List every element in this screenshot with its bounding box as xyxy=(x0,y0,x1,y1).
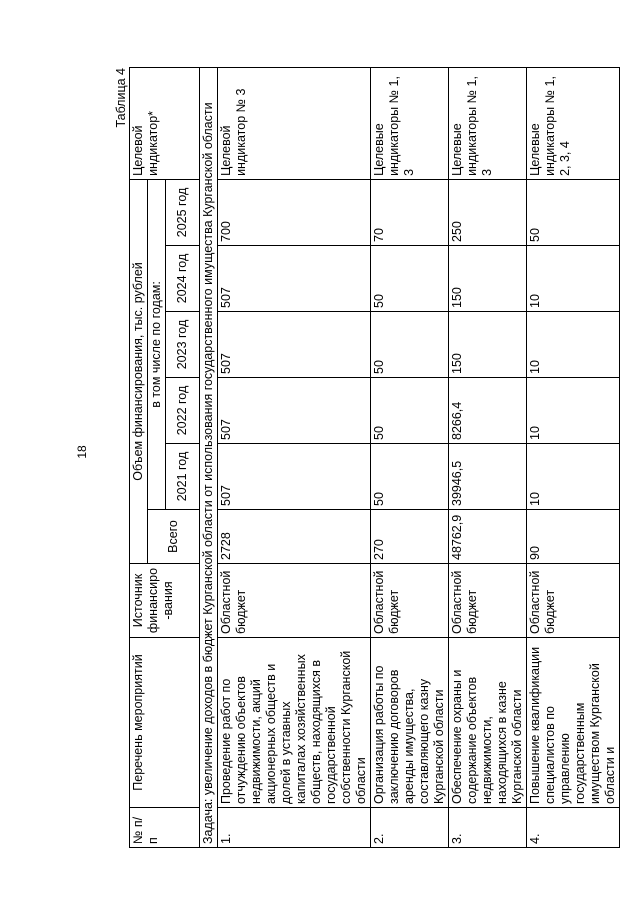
row-activity: Обеспечение охраны и содержание объектов недвижимости, находящихся в казне Курганской области xyxy=(449,638,527,808)
row-2023: 150 xyxy=(449,312,527,378)
task-row: Задача: увеличение доходов в бюджет Курганской области от использования государственного имущества Курганской области xyxy=(200,67,218,847)
row-2023: 10 xyxy=(527,312,620,378)
row-2025: 50 xyxy=(527,179,620,245)
row-num: 3. xyxy=(449,808,527,848)
header-indicator: Целевой индикатор* xyxy=(130,67,200,179)
row-total: 48762,9 xyxy=(449,510,527,564)
row-total: 270 xyxy=(371,510,449,564)
table-row xyxy=(449,67,527,847)
header-year-2021: 2021 год xyxy=(166,444,200,510)
row-indicator: Целевые индикаторы № 1, 3 xyxy=(449,67,527,179)
row-activity: Проведение работ по отчуждению объектов недвижимости, акций акционерных обществ и долей в уставных капиталах хозяйственных обществ, находящихся в государственной собственности Курганской области xyxy=(218,638,371,808)
row-num: 2. xyxy=(371,808,449,848)
row-2022: 507 xyxy=(218,378,371,444)
table-row xyxy=(527,67,620,847)
header-source: Источник финансиро-вания xyxy=(130,564,200,638)
header-total: Всего xyxy=(148,510,200,564)
row-activity: Повышение квалификации специалистов по управлению государственным имуществом Курганской области и xyxy=(527,638,620,808)
row-num: 4. xyxy=(527,808,620,848)
row-2023: 50 xyxy=(371,312,449,378)
table-row xyxy=(218,67,371,847)
row-indicator: Целевые индикаторы № 1, 2, 3, 4 xyxy=(527,67,620,179)
row-2024: 507 xyxy=(218,246,371,312)
row-source: Областной бюджет xyxy=(527,564,620,638)
row-num: 1. xyxy=(218,808,371,848)
row-2021: 10 xyxy=(527,444,620,510)
row-2023: 507 xyxy=(218,312,371,378)
header-by-years: в том числе по годам: xyxy=(148,179,166,509)
header-activities: Перечень мероприятий xyxy=(130,638,200,808)
header-year-2022: 2022 год xyxy=(166,378,200,444)
header-year-2025: 2025 год xyxy=(166,179,200,245)
row-2021: 507 xyxy=(218,444,371,510)
header-num: № п/п xyxy=(130,808,200,848)
rotated-table-page xyxy=(114,68,617,848)
row-2024: 10 xyxy=(527,246,620,312)
row-source: Областной бюджет xyxy=(218,564,371,638)
row-activity: Организация работы по заключению договоров аренды имущества, составляющего казну Курганской области xyxy=(371,638,449,808)
row-2025: 250 xyxy=(449,179,527,245)
row-2021: 50 xyxy=(371,444,449,510)
financing-table xyxy=(129,67,620,848)
row-total: 2728 xyxy=(218,510,371,564)
header-year-2023: 2023 год xyxy=(166,312,200,378)
header-financing: Объем финансирования, тыс. рублей xyxy=(130,179,148,563)
row-2022: 10 xyxy=(527,378,620,444)
row-2025: 700 xyxy=(218,179,371,245)
row-total: 90 xyxy=(527,510,620,564)
table-title: Таблица 4 xyxy=(114,68,128,128)
row-indicator: Целевые индикаторы № 1, 3 xyxy=(371,67,449,179)
row-2022: 8266,4 xyxy=(449,378,527,444)
row-2024: 50 xyxy=(371,246,449,312)
row-source: Областной бюджет xyxy=(449,564,527,638)
table-row xyxy=(371,67,449,847)
page-number: 18 xyxy=(75,445,89,459)
row-2022: 50 xyxy=(371,378,449,444)
row-2021: 39946,5 xyxy=(449,444,527,510)
row-2025: 70 xyxy=(371,179,449,245)
row-2024: 150 xyxy=(449,246,527,312)
header-year-2024: 2024 год xyxy=(166,246,200,312)
row-indicator: Целевой индикатор № 3 xyxy=(218,67,371,179)
row-source: Областной бюджет xyxy=(371,564,449,638)
